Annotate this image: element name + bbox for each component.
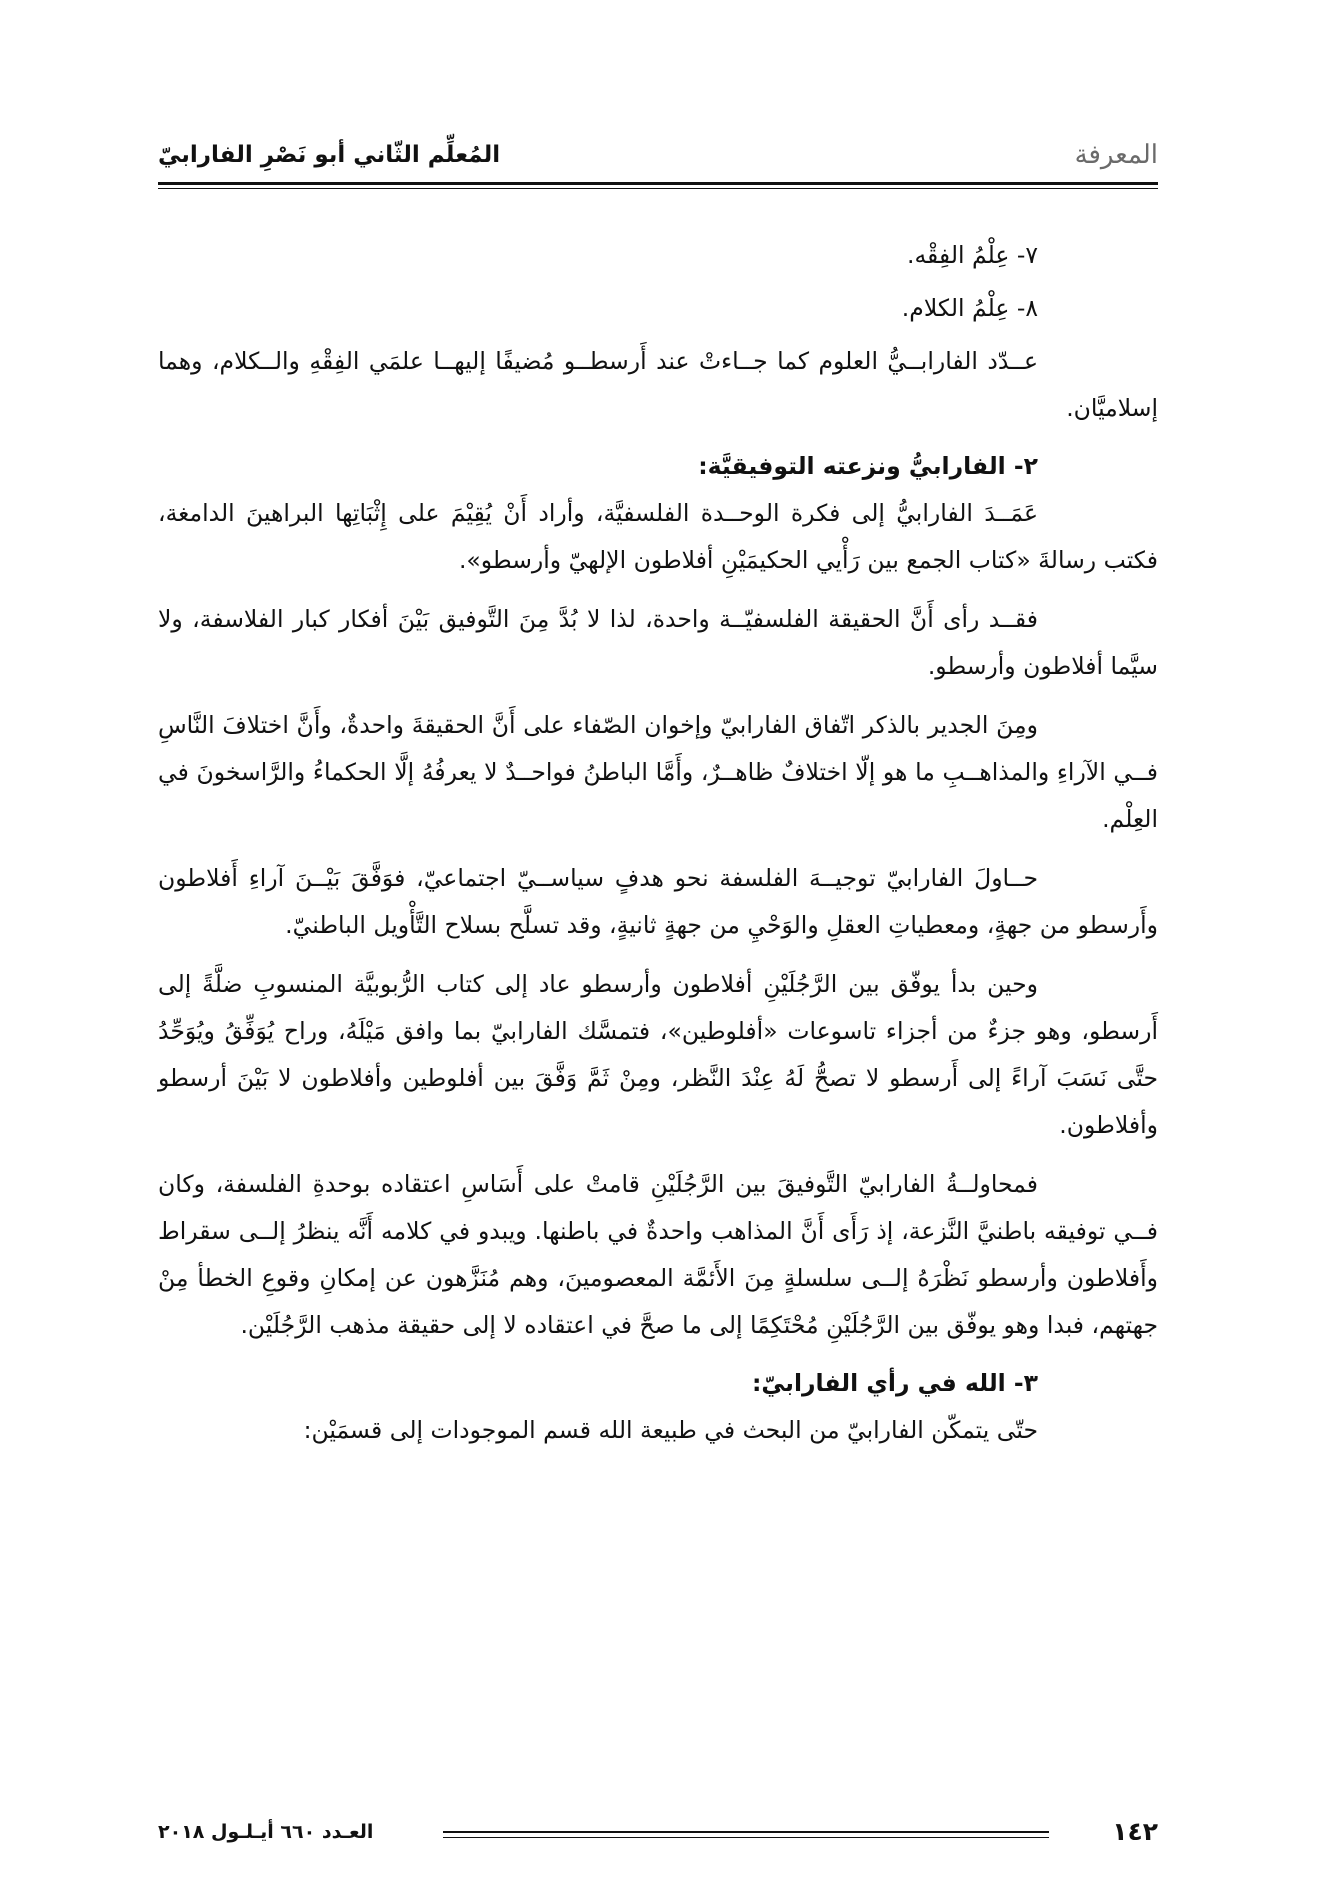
paragraph: فقــد رأى أَنَّ الحقيقة الفلسفيّــة واحدة، لذا لا بُدَّ مِنَ التَّوفيق بَيْنَ أفكار كبار الفلاسفة، ولا سيَّما أفلاطون وأرسطو. [158,605,1158,680]
page-header [158,118,1158,180]
footer-rule-thin [443,1837,1049,1838]
section-heading: ٣- الله في رأي الفارابيّ: [751,1369,1038,1397]
paragraph: عَمَــدَ الفارابيُّ إلى فكرة الوحــدة الفلسفيَّة، وأراد أَنْ يُقِيْمَ على إِثْبَاتِها البراهينَ الدامغة، فكتب رسالةَ «كتاب الجمع بين رَأْيي الحكيمَيْنِ أفلاطون الإلهيّ وأرسطو». [158,499,1158,574]
page-footer [158,1817,1158,1857]
footer-rule [443,1831,1049,1833]
running-title: المُعلِّم الثّاني أبو نَصْرِ الفارابيّ [158,142,501,168]
header-rule-thin [158,188,1158,189]
article-body [158,232,1158,1466]
paragraph: حــاولَ الفارابيّ توجيــهَ الفلسفة نحو هدفٍ سياســيّ اجتماعيّ، فوَفَّقَ بَيْــنَ آراءِ أَفلاطون وأَرسطو من جهةٍ، ومعطياتِ العقلِ والوَحْيِ من جهةٍ ثانيةٍ، وقد تسلَّح بسلاح التَّأْويل الباطنيّ. [158,864,1158,939]
section-heading: ٢- الفارابيُّ ونزعته التوفيقيَّة: [698,452,1038,480]
header-rule [158,182,1158,185]
page-number: ١٤٢ [1112,1817,1158,1846]
paragraph: فمحاولــةُ الفارابيّ التَّوفيقَ بين الرَّجُلَيْنِ قامتْ على أَسَاسِ اعتقاده بوحدةِ الفلسفة، وكان فــي توفيقه باطنيَّ النَّزعة، إذ رَأَى أَنَّ المذاهب واحدةٌ في باطنها. ويبدو في كلامه أَنَّه ينظرُ إلــى سقراط وأَفلاطون وأرسطو نَظْرَهُ إلــى سلسلةٍ مِنَ الأَئمَّة المعصومينَ، وهم مُنَزَّهون عن إمكانِ وقوعِ الخطأ مِنْ جهتهم، فبدا وهو يوفّق بين الرَّجُلَيْنِ مُحْتَكِمًا إلى ما صحَّ في اعتقاده لا إلى حقيقة مذهب الرَّجُلَيْن. [158,1170,1158,1339]
issue-label: العـدد ٦٦٠ أيـلـول ٢٠١٨ [158,1821,374,1843]
list-item: ٨- عِلْمُ الكلام. [901,294,1038,322]
paragraph: عــدّد الفارابــيُّ العلوم كما جــاءتْ عند أَرسطــو مُضيفًا إليهــا علمَي الفِقْهِ والــكلام، وهما إسلاميَّان. [158,347,1158,422]
paragraph: حتّى يتمكّن الفارابيّ من البحث في طبيعة الله قسم الموجودات إلى قسمَيْن: [303,1416,1038,1444]
list-item: ٧- عِلْمُ الفِقْه. [906,241,1038,269]
paragraph: ومِنَ الجدير بالذكر اتّفاق الفارابيّ وإخوان الصّفاء على أَنَّ الحقيقةَ واحدةٌ، وأَنَّ اختلافَ النَّاسِ فــي الآراءِ والمذاهــبِ ما هو إلّا اختلافٌ ظاهــرٌ، وأَمَّا الباطنُ فواحــدٌ لا يعرفُهُ إلَّا الحكماءُ والرَّاسخونَ في العِلْم. [158,711,1158,833]
journal-logo: المعرفة [1074,140,1158,170]
paragraph: وحين بدأ يوفّق بين الرَّجُلَيْنِ أفلاطون وأرسطو عاد إلى كتاب الرُّبوبيَّة المنسوبِ ضلَّةً إلى أَرسطو، وهو جزءٌ من أجزاء تاسوعات «أفلوطين»، فتمسَّك الفارابيّ بما وافق مَيْلَهُ، وراح يُوَفِّقُ ويُوَحِّدُ حتَّى نَسَبَ آراءً إلى أَرسطو لا تصحُّ لَهُ عِنْدَ النَّظر، ومِنْ ثَمَّ وَفَّقَ بين أفلوطين وأفلاطون لا بَيْنَ أرسطو وأفلاطون. [158,970,1158,1139]
